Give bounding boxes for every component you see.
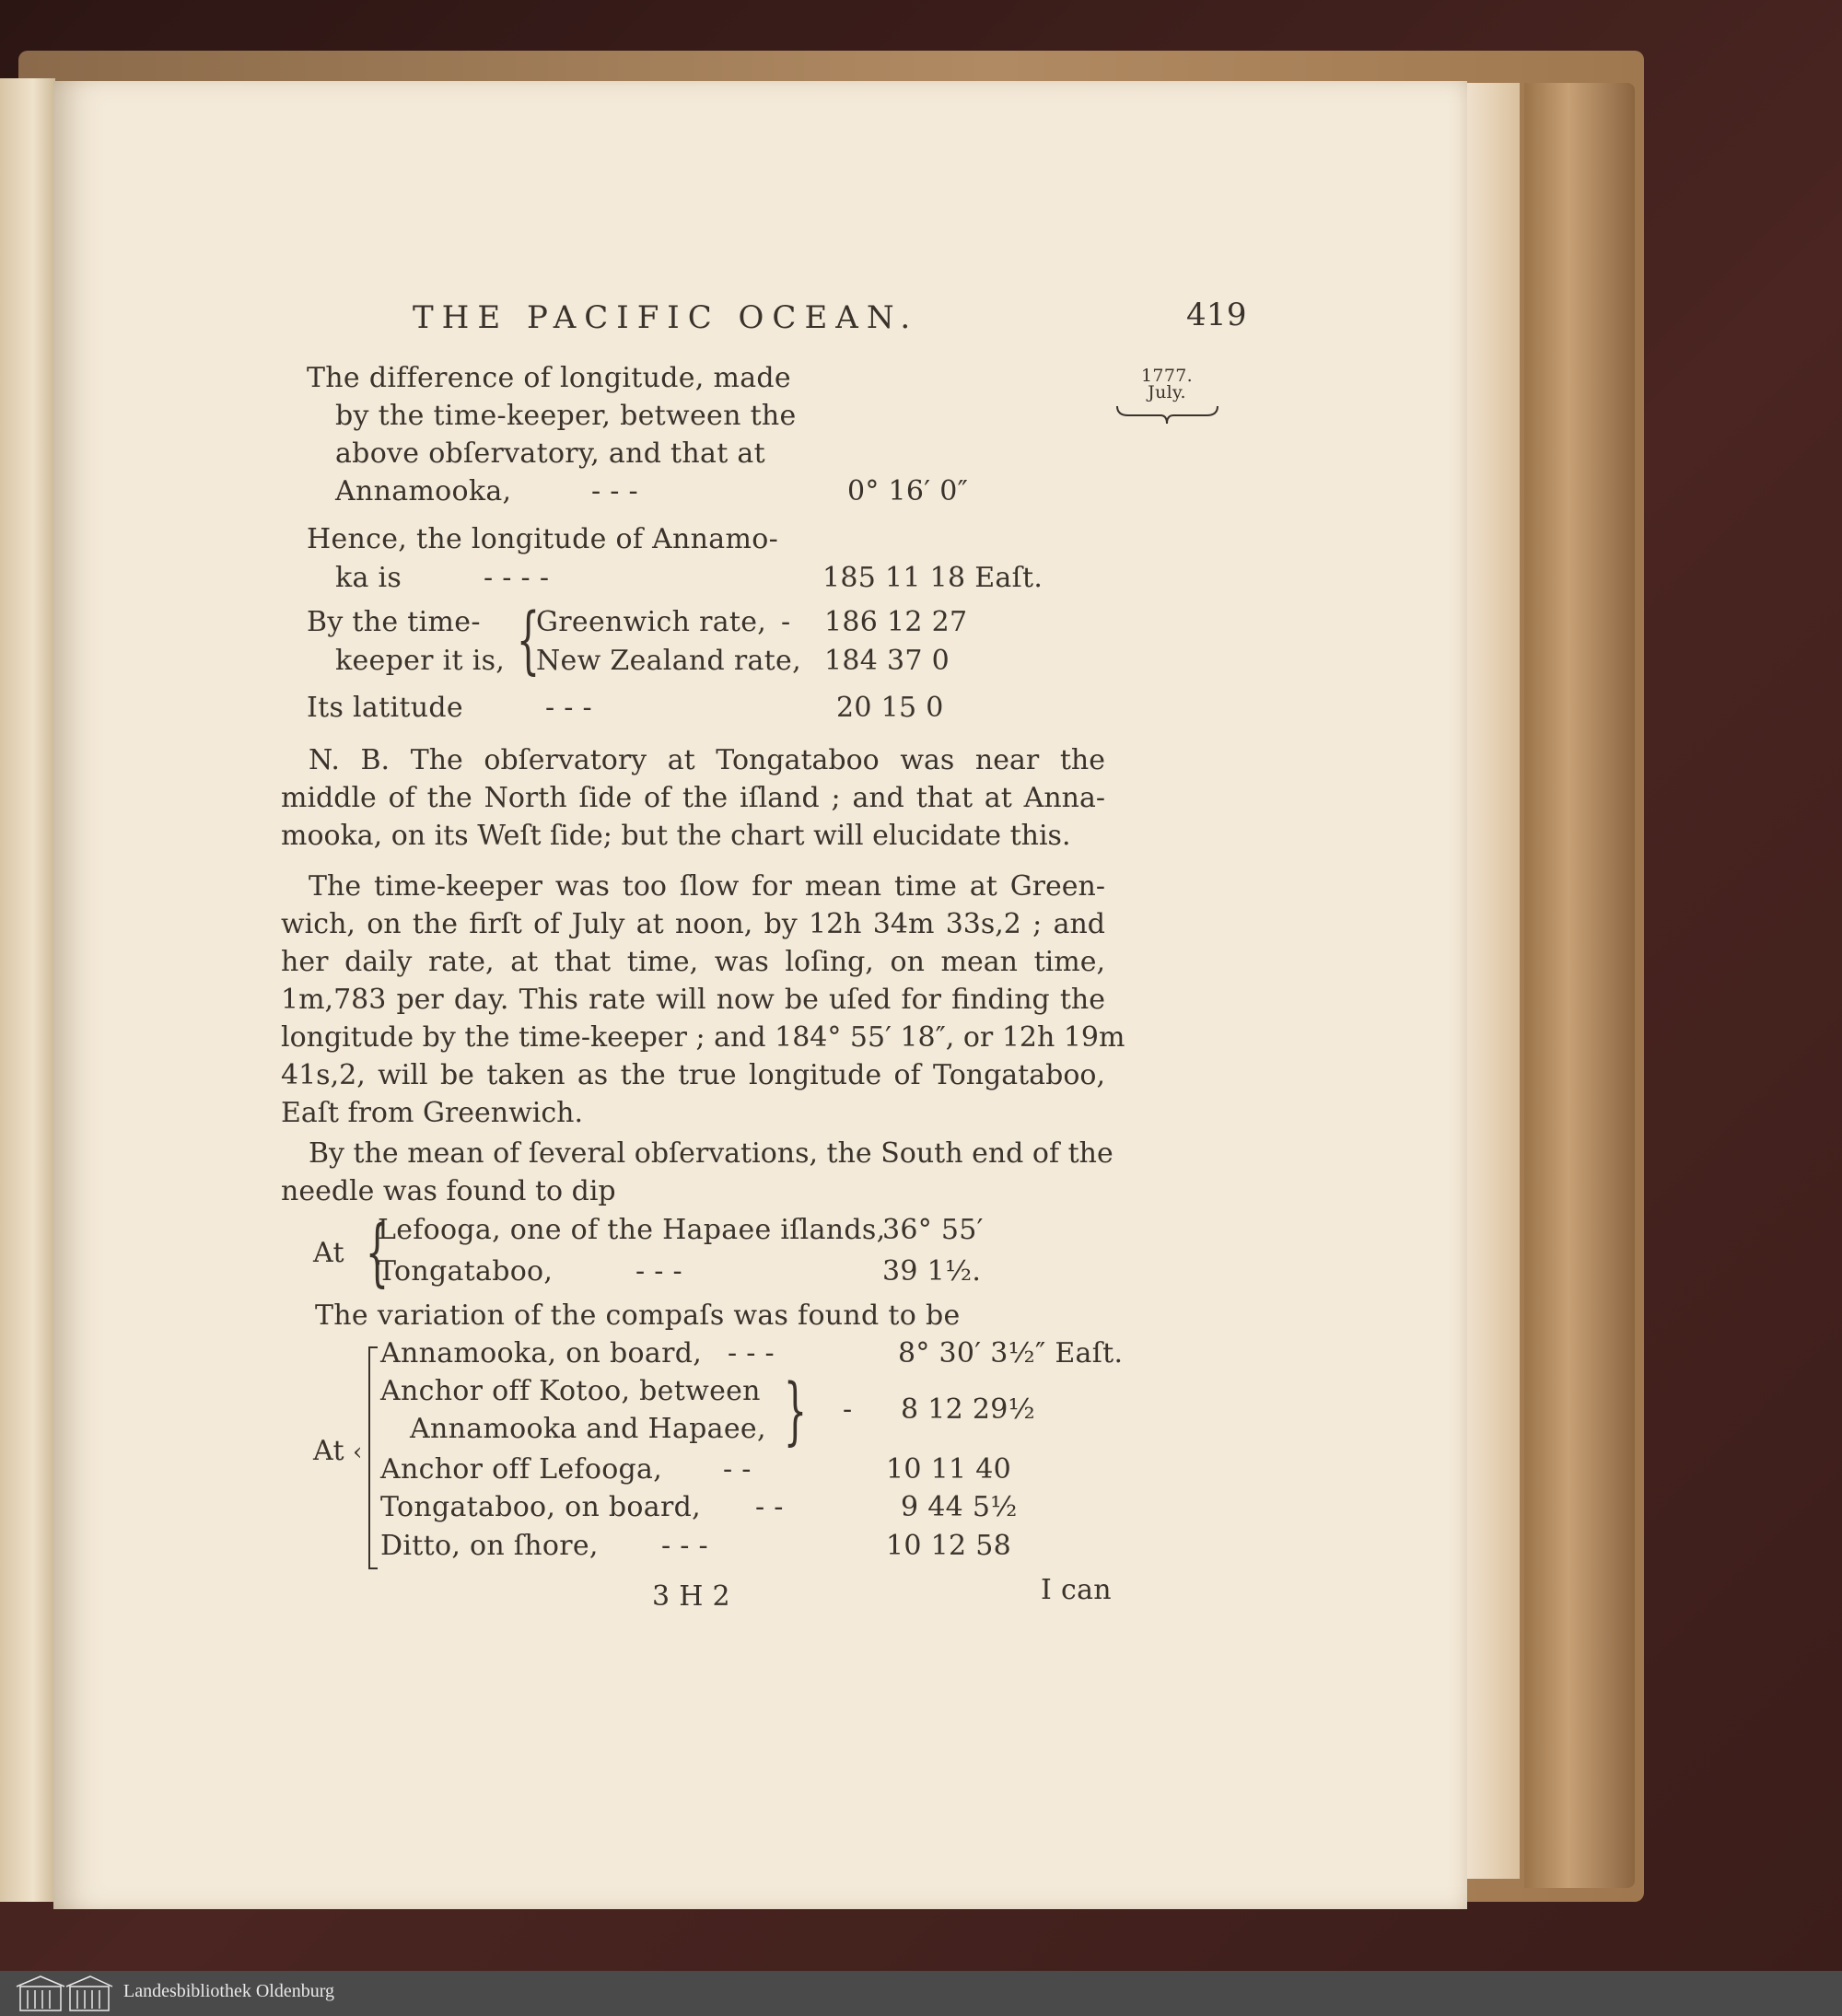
variation-at: At	[313, 1435, 344, 1467]
page-number: 419	[1186, 297, 1247, 333]
r3-opt1: Greenwich rate,	[536, 606, 767, 638]
r1-line1: The difference of longitude, made	[307, 362, 791, 394]
margin-brace-icon	[1114, 403, 1220, 426]
page-edges	[1464, 83, 1520, 1879]
dip-brace-icon: {	[365, 1209, 390, 1295]
var-dashes-5: - - -	[661, 1530, 708, 1562]
nb-line: mooka, on its Weſt ſide; but the chart will elucidate this.	[281, 820, 1071, 852]
var-place-4: Tongataboo, on board,	[380, 1491, 701, 1523]
var-dashes-4: - -	[755, 1491, 784, 1523]
r4-label: Its latitude	[307, 692, 463, 724]
var-value-2: 8 12 29½	[901, 1393, 1035, 1426]
tk-line: The time-keeper was too ſlow for mean time at Green-	[309, 870, 1105, 903]
var-dashes-1: - - -	[728, 1337, 775, 1369]
variation-bracket-top	[368, 1346, 378, 1348]
var-value-3: 10 11 40	[886, 1453, 1011, 1486]
variation-bracket-bottom	[368, 1567, 378, 1569]
r3-left2: keeper it is,	[335, 645, 506, 677]
r3-val1: 186 12 27	[824, 606, 968, 638]
dip-place-2: Tongataboo,	[378, 1255, 554, 1288]
r1-line4: Annamooka,	[335, 475, 512, 507]
library-name: Landesbibliothek Oldenburg	[123, 1981, 335, 2001]
r3-val2: 184 37 0	[824, 645, 950, 677]
variation-intro: The variation of the compaſs was found to be	[315, 1299, 961, 1332]
var-value-5: 10 12 58	[886, 1530, 1011, 1562]
r1-line3: above obſervatory, and that at	[335, 437, 765, 470]
var-place-2b: Annamooka and Hapaee,	[410, 1413, 766, 1445]
r2-line2: ka is	[335, 562, 402, 594]
r3-opt2: New Zealand rate,	[536, 645, 801, 677]
margin-month: July.	[1148, 382, 1186, 402]
var-brace-icon: }	[783, 1368, 808, 1453]
variation-point-icon: ‹	[353, 1439, 363, 1466]
dip-value-2: 39 1½.	[882, 1255, 982, 1288]
library-logo-icon	[13, 1974, 114, 2014]
tk-line: longitude by the time-keeper ; and 184° 55′ 18″, or 12h 19m	[281, 1021, 1125, 1054]
r4-dashes: - - -	[545, 692, 592, 724]
r2-dashes: - - - -	[484, 562, 550, 594]
var-place-2: Anchor off Kotoo, between	[380, 1375, 761, 1407]
facing-page	[0, 78, 55, 1902]
var-value-4: 9 44 5½	[901, 1491, 1018, 1523]
tk-line: 41s,2, will be taken as the true longitude of Tongataboo,	[281, 1059, 1105, 1091]
dip-value-1: 36° 55′	[882, 1214, 984, 1246]
nb-paragraph	[281, 741, 1105, 855]
tk-line: her daily rate, at that time, was loſing, on mean time,	[281, 946, 1105, 978]
var-dashes-2: -	[843, 1393, 853, 1426]
r1-line2: by the time-keeper, between the	[335, 400, 797, 432]
r3-left1: By the time-	[307, 606, 481, 638]
margin-year: 1777.	[1141, 366, 1193, 386]
dip-line: By the mean of ſeveral obſervations, the South end of the	[309, 1137, 1113, 1170]
var-place-5: Ditto, on ſhore,	[380, 1530, 599, 1562]
nb-line: N. B. The obſervatory at Tongataboo was near the	[309, 744, 1105, 776]
dip-place-1: Lefooga, one of the Hapaee iſlands,	[378, 1214, 886, 1246]
dip-dashes-2: - - -	[635, 1255, 682, 1288]
tk-line: wich, on the firſt of July at noon, by 12h 34m 33s,2 ; and	[281, 908, 1105, 940]
signature-mark: 3 H 2	[652, 1580, 730, 1613]
r2-line1: Hence, the longitude of Annamo-	[307, 523, 779, 555]
var-place-3: Anchor off Lefooga,	[380, 1453, 663, 1486]
r3-brace-icon: {	[516, 597, 541, 682]
dip-at: At	[313, 1237, 344, 1269]
tk-line: 1m,783 per day. This rate will now be uſed for finding the	[281, 984, 1105, 1016]
r1-value: 0° 16′ 0″	[847, 475, 969, 507]
tk-line: Eaſt from Greenwich.	[281, 1097, 584, 1129]
var-dashes-3: - -	[723, 1453, 752, 1486]
r3-opt1-dash: -	[781, 606, 791, 638]
variation-bracket	[368, 1346, 370, 1567]
nb-line: middle of the North ſide of the iſland ; and that at Anna-	[281, 782, 1105, 814]
catchword: I can	[1041, 1574, 1112, 1606]
book-spine-edge	[1524, 83, 1635, 1888]
var-place-1: Annamooka, on board,	[380, 1337, 703, 1369]
r4-value: 20 15 0	[836, 692, 944, 724]
r2-value: 185 11 18 Eaſt.	[822, 562, 1043, 594]
running-header: THE PACIFIC OCEAN.	[413, 299, 919, 336]
var-value-1: 8° 30′ 3½″ Eaſt.	[898, 1337, 1124, 1369]
dip-paragraph	[281, 1135, 1113, 1210]
timekeeper-paragraph	[281, 868, 1125, 1132]
dip-line: needle was found to dip	[281, 1175, 616, 1207]
r1-dashes: - - -	[591, 475, 638, 507]
